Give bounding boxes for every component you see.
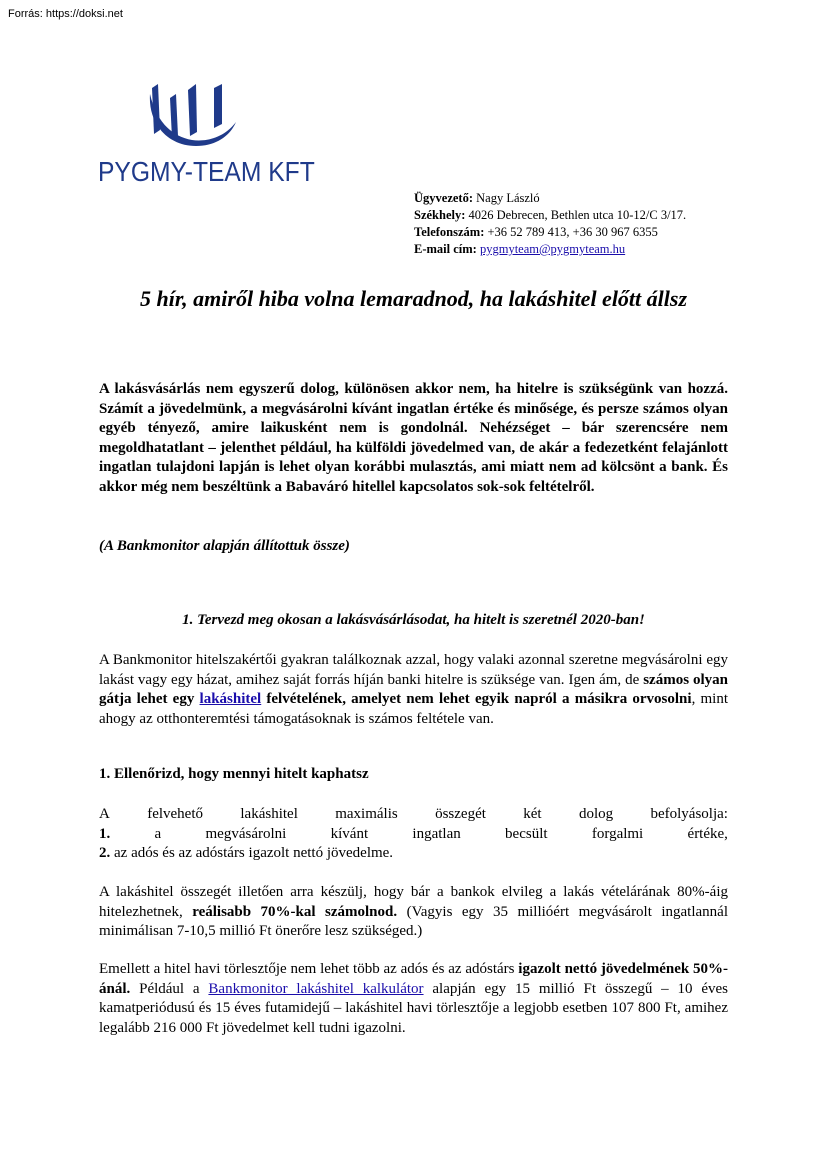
paragraph-4: Emellett a hitel havi törlesztője nem lehet több az adós és az adóstárs igazolt nettó jövedelmének 50%-ánál. Például a Bankmonitor lakáshitel kalkulátor alapján egy 15 millió Ft összegű – 10 éves kamatperiódusú és 15 éves futamidejű – lakáshitel havi törlesztője a legjobb esetben 107 800 Ft, amihez legalább 216 000 Ft jövedelmet kell tudni igazolni. — [99, 961, 728, 1036]
contact-email: E-mail cím: pygmyteam@pygmyteam.hu — [414, 242, 626, 256]
p2-line-3: 2. az adós és az adóstárs igazolt nettó jövedelme. — [99, 845, 394, 861]
article-title: 5 hír, amiről hiba volna lemaradnod, ha lakáshitel előtt állsz — [139, 286, 688, 311]
lead-paragraph: A lakásvásárlás nem egyszerű dolog, különösen akkor nem, ha hitelre is szükségünk van hozzá. Számít a jövedelmünk, a megvásárolni kívánt ingatlan értéke és minősége, és persze számos olyan egyéb tényező, amire laikusként nem is gondolnál. Nehézséget – bár szerencsére nem megoldhatatlant – jelenthet például, ha külföldi jövedelmed van, de akár a fedezetként felajánlott ingatlan tulajdoni lapján is lehet olyan korábbi mulasztás, ami miatt nem ad kölcsönt a bank. És akkor még nem beszéltünk a Babaváró hitellel kapcsolatos sok-sok feltételről. — [99, 381, 728, 495]
source-credit: (A Bankmonitor alapján állítottuk össze) — [99, 538, 350, 554]
company-logo — [98, 84, 315, 190]
section-1-title: 1. Tervezd meg okosan a lakásvásárlásodat, ha hitelt is szeretnél 2020-ban! — [182, 612, 645, 628]
contact-manager: Ügyvezető: Nagy László — [414, 191, 540, 205]
source-label: Forrás: https://doksi.net — [8, 8, 123, 20]
paragraph-3: A lakáshitel összegét illetően arra készülj, hogy bár a bankok elvileg a lakás vételárának 80%-áig hitelezhetnek, reálisabb 70%-kal számolnod. (Vagyis egy 35 millióért megvásárolt ingatlannál minimálisan 7-10,5 millió Ft önerőre lesz szükséged.) — [99, 884, 729, 939]
contact-block — [414, 190, 686, 258]
paragraph-2 — [99, 805, 728, 864]
p2-line-1: A felvehető lakáshitel maximális összegét két dolog befolyásolja: — [99, 806, 728, 822]
p2-line-2: 1. a megvásárolni kívánt ingatlan becsült forgalmi értéke, — [99, 825, 728, 842]
logo-graphic — [98, 84, 248, 164]
contact-seat: Székhely: 4026 Debrecen, Bethlen utca 10-12/C 3/17. — [414, 208, 687, 222]
contact-phone: Telefonszám: +36 52 789 413, +36 30 967 6355 — [414, 225, 658, 239]
paragraph-1: A Bankmonitor hitelszakértői gyakran találkoznak azzal, hogy valaki azonnal szeretne megvásárolni egy lakást vagy egy házat, amihez saját forrás híján banki hitelre is szüksége van. Igen ám, de számos olyan gátja lehet egy lakáshitel felvételének, amelyet nem lehet egyik napról a másikra orvosolni, mint ahogy az otthonteremtési támogatásoknak is számos feltétele van. — [99, 652, 728, 727]
lakashitel-link[interactable]: lakáshitel — [199, 691, 262, 707]
email-link[interactable]: pygmyteam@pygmyteam.hu — [479, 242, 626, 256]
logo-text: PYGMY-TEAM KFT — [98, 156, 315, 187]
subheading-1: 1. Ellenőrizd, hogy mennyi hitelt kaphatsz — [99, 766, 369, 782]
calculator-link[interactable]: Bankmonitor lakáshitel kalkulátor — [208, 980, 424, 997]
